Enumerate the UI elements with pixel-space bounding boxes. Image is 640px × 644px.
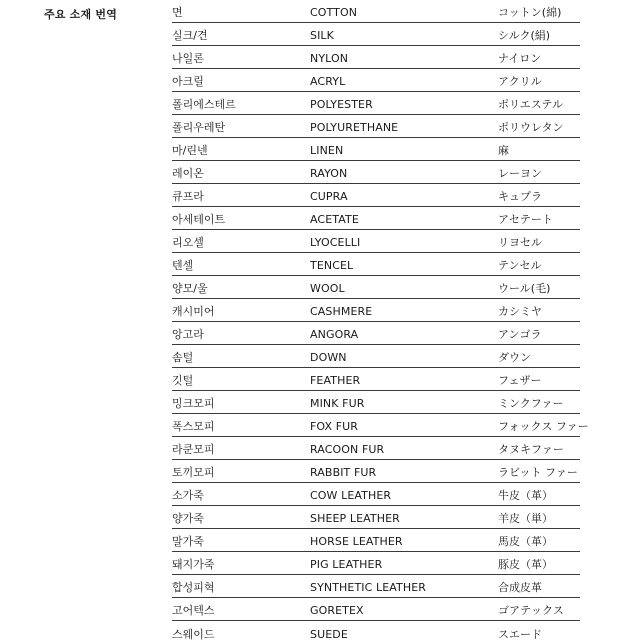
korean-name: 밍크모피 bbox=[172, 397, 215, 410]
table-row bbox=[172, 230, 580, 253]
english-name: TENCEL bbox=[310, 259, 354, 272]
korean-name: 소가죽 bbox=[172, 489, 204, 502]
korean-name: 스웨이드 bbox=[172, 628, 215, 641]
japanese-name: フォックス ファー bbox=[498, 420, 589, 433]
korean-name: 솜털 bbox=[172, 351, 194, 364]
korean-name: 폴리에스테르 bbox=[172, 98, 236, 111]
english-name: LINEN bbox=[310, 144, 344, 157]
japanese-name: ポリウレタン bbox=[498, 121, 564, 134]
japanese-name: 牛皮（革） bbox=[498, 489, 553, 502]
table-row bbox=[172, 92, 580, 115]
english-name: MINK FUR bbox=[310, 397, 365, 410]
english-name: ACRYL bbox=[310, 75, 346, 88]
japanese-name: ゴアテックス bbox=[498, 604, 564, 617]
table-row bbox=[172, 368, 580, 391]
english-name: FOX FUR bbox=[310, 420, 359, 433]
japanese-name: シルク(絹) bbox=[498, 29, 551, 42]
english-name: SILK bbox=[310, 29, 334, 42]
korean-name: 큐프라 bbox=[172, 190, 204, 203]
korean-name: 아크릴 bbox=[172, 75, 204, 88]
japanese-name: コットン(綿) bbox=[498, 6, 562, 19]
korean-name: 실크/견 bbox=[172, 29, 208, 42]
japanese-name: ポリエステル bbox=[498, 98, 564, 111]
english-name: FEATHER bbox=[310, 374, 361, 387]
table-row bbox=[172, 322, 580, 345]
korean-name: 면 bbox=[172, 6, 183, 19]
japanese-name: アンゴラ bbox=[498, 328, 542, 341]
japanese-name: ラビット ファー bbox=[498, 466, 578, 479]
table-row bbox=[172, 621, 580, 644]
english-name: SUEDE bbox=[310, 628, 348, 641]
table-row bbox=[172, 575, 580, 598]
english-name: POLYESTER bbox=[310, 98, 373, 111]
table-row bbox=[172, 161, 580, 184]
japanese-name: 豚皮（革） bbox=[498, 558, 553, 571]
english-name: COTTON bbox=[310, 6, 358, 19]
english-name: SYNTHETIC LEATHER bbox=[310, 581, 427, 594]
japanese-name: キュプラ bbox=[498, 190, 542, 203]
table-row bbox=[172, 506, 580, 529]
table-row bbox=[172, 46, 580, 69]
japanese-name: タヌキファー bbox=[498, 443, 564, 456]
english-name: DOWN bbox=[310, 351, 347, 364]
japanese-name: ウール(毛) bbox=[498, 282, 551, 295]
table-row bbox=[172, 414, 589, 437]
korean-name: 캐시미어 bbox=[172, 305, 215, 318]
english-name: CUPRA bbox=[310, 190, 348, 203]
english-name: WOOL bbox=[310, 282, 345, 295]
japanese-name: 馬皮（革） bbox=[498, 535, 553, 548]
english-name: RABBIT FUR bbox=[310, 466, 377, 479]
korean-name: 돼지가죽 bbox=[172, 558, 215, 571]
table-row bbox=[172, 138, 580, 161]
japanese-name: ナイロン bbox=[498, 52, 542, 65]
japanese-name: レーヨン bbox=[498, 167, 542, 180]
table-row bbox=[172, 299, 580, 322]
english-name: POLYURETHANE bbox=[310, 121, 399, 134]
english-name: NYLON bbox=[310, 52, 349, 65]
korean-name: 리오셀 bbox=[172, 236, 204, 249]
english-name: SHEEP LEATHER bbox=[310, 512, 400, 525]
table-row bbox=[172, 391, 580, 414]
korean-name: 말가죽 bbox=[172, 535, 204, 548]
english-name: ANGORA bbox=[310, 328, 359, 341]
japanese-name: 麻 bbox=[498, 144, 509, 157]
table-row bbox=[172, 253, 580, 276]
korean-name: 텐셀 bbox=[172, 259, 194, 272]
table-row bbox=[172, 437, 580, 460]
table-row bbox=[172, 69, 580, 92]
japanese-name: 羊皮（単） bbox=[498, 512, 553, 525]
english-name: HORSE LEATHER bbox=[310, 535, 403, 548]
table-row bbox=[172, 207, 580, 230]
korean-name: 고어텍스 bbox=[172, 604, 215, 617]
japanese-name: ダウン bbox=[498, 351, 531, 364]
table-row bbox=[172, 552, 580, 575]
table-row bbox=[172, 483, 580, 506]
table-row bbox=[172, 460, 580, 483]
korean-name: 레이온 bbox=[172, 167, 204, 180]
table-row bbox=[172, 598, 580, 621]
table-row bbox=[172, 276, 580, 299]
table-row bbox=[172, 345, 580, 368]
table-row bbox=[172, 23, 580, 46]
japanese-name: テンセル bbox=[498, 259, 542, 272]
table-row bbox=[172, 529, 580, 552]
japanese-name: 合成皮革 bbox=[498, 581, 542, 594]
japanese-name: カシミヤ bbox=[498, 305, 542, 318]
table-row bbox=[172, 184, 580, 207]
japanese-name: スエード bbox=[498, 628, 542, 641]
korean-name: 아세테이트 bbox=[172, 213, 226, 226]
english-name: RACOON FUR bbox=[310, 443, 385, 456]
table-row bbox=[172, 0, 580, 23]
english-name: COW LEATHER bbox=[310, 489, 392, 502]
japanese-name: アセテート bbox=[498, 213, 553, 226]
korean-name: 나일론 bbox=[172, 52, 204, 65]
korean-name: 폭스모피 bbox=[172, 420, 215, 433]
japanese-name: フェザー bbox=[498, 374, 542, 387]
material-translation-table bbox=[172, 0, 589, 644]
section-title: 주요 소재 번역 bbox=[44, 8, 118, 21]
korean-name: 토끼모피 bbox=[172, 466, 215, 479]
korean-name: 앙고라 bbox=[172, 328, 204, 341]
english-name: ACETATE bbox=[310, 213, 359, 226]
korean-name: 양모/울 bbox=[172, 282, 208, 295]
english-name: CASHMERE bbox=[310, 305, 373, 318]
english-name: GORETEX bbox=[310, 604, 364, 617]
korean-name: 폴리우레탄 bbox=[172, 121, 226, 134]
korean-name: 양가죽 bbox=[172, 512, 204, 525]
table-row bbox=[172, 115, 580, 138]
japanese-name: アクリル bbox=[498, 75, 542, 88]
japanese-name: ミンクファー bbox=[498, 397, 564, 410]
english-name: PIG LEATHER bbox=[310, 558, 383, 571]
korean-name: 합성피혁 bbox=[172, 581, 215, 594]
japanese-name: リヨセル bbox=[498, 236, 542, 249]
korean-name: 깃털 bbox=[172, 374, 194, 387]
english-name: RAYON bbox=[310, 167, 348, 180]
korean-name: 라쿤모피 bbox=[172, 443, 215, 456]
korean-name: 마/린넨 bbox=[172, 144, 208, 157]
english-name: LYOCELLI bbox=[310, 236, 361, 249]
